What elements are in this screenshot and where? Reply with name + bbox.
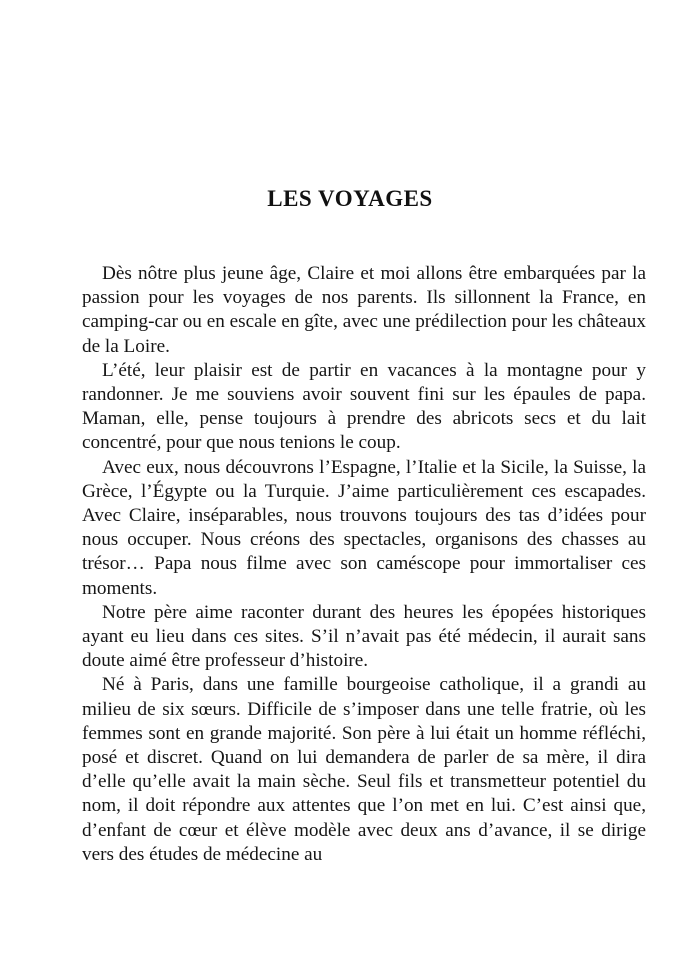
paragraph: Dès nôtre plus jeune âge, Claire et moi allons être embarquées par la passion pour les voyages de nos parents. Ils sillonnent la France, en camping-car ou en escale en gîte, avec une prédilection pour les châteaux de la Loire. (82, 263, 646, 357)
chapter-body (82, 262, 646, 867)
paragraph: L’été, leur plaisir est de partir en vacances à la montagne pour y randonner. Je me souviens avoir souvent fini sur les épaules de papa. Maman, elle, pense toujours à prendre des abricots secs et du lait concentré, pour que nous tenions le coup. (82, 359, 646, 454)
chapter-title: LES VOYAGES (267, 186, 433, 211)
paragraph: Avec eux, nous découvrons l’Espagne, l’Italie et la Sicile, la Suisse, la Grèce, l’Égypte ou la Turquie. J’aime particulièrement ces escapades. Avec Claire, inséparables, nous trouvons toujours des tas d’idées pour nous occuper. Nous créons des spectacles, organisons des chasses au trésor… Papa nous filme avec son caméscope pour immortaliser ces moments. (82, 456, 646, 599)
paragraph: Né à Paris, dans une famille bourgeoise catholique, il a grandi au milieu de six sœurs. Difficile de s’imposer dans une telle fratrie, où les femmes sont en grande majorité. Son père à lui était un homme réfléchi, posé et discret. Quand on lui demandera de parler de sa mère, il dira d’elle qu’elle avait la main sèche. Seul fils et transmetteur potentiel du nom, il doit répondre aux attentes que l’on met en lui. C’est ainsi que, d’enfant de cœur et élève modèle avec deux ans d’avance, il se dirige vers des études de médecine au (82, 674, 646, 865)
paragraph: Notre père aime raconter durant des heures les épopées historiques ayant eu lieu dans ces sites. S’il n’avait pas été médecin, il aurait sans doute aimé être professeur d’histoire. (82, 601, 646, 672)
